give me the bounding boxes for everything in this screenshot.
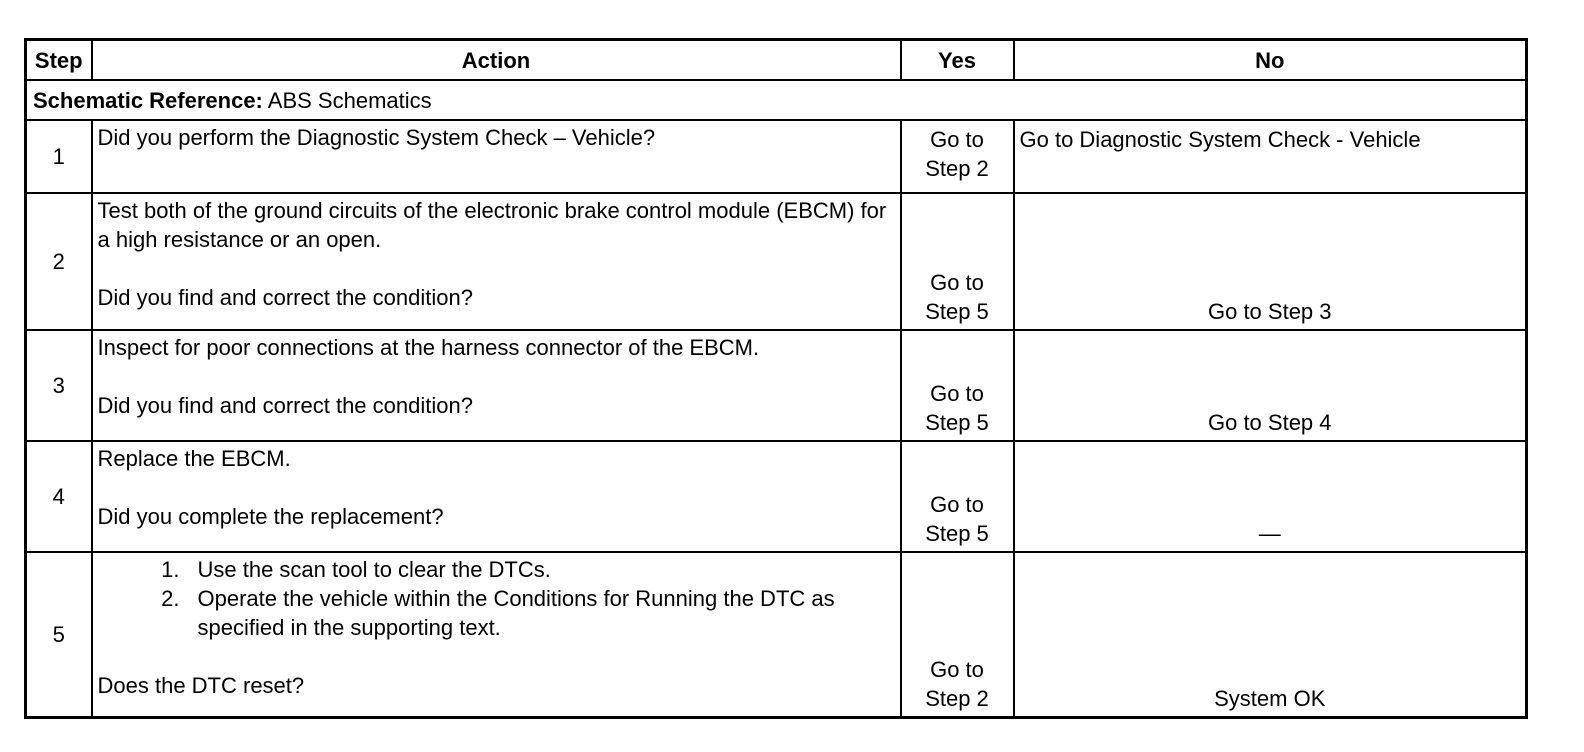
substep-number: 1. [161,557,180,582]
action-question: Did you perform the Diagnostic System Check – Vehicle? [97,125,656,150]
substep-number: 2. [161,586,180,611]
no-cell[interactable] [1014,330,1527,441]
no-goto-link[interactable]: Go to Diagnostic System Check - Vehicle [1019,127,1421,152]
yes-cell[interactable] [901,193,1014,330]
diagnostic-table [24,38,1528,719]
table-row-step-1 [26,120,1527,193]
yes-goto-label: Go to [930,127,984,152]
action-cell [92,552,901,718]
step-number: 3 [26,330,92,441]
table-row-step-2 [26,193,1527,330]
table-row-step-4 [26,441,1527,552]
substep-item [161,555,895,584]
action-instruction: Inspect for poor connections at the harness connector of the EBCM. [97,335,760,360]
no-cell [1014,441,1527,552]
yes-goto-step[interactable]: Step 2 [925,156,989,181]
header-no: No [1014,40,1527,81]
yes-goto-label: Go to [930,270,984,295]
no-goto-link[interactable]: Go to Step 4 [1207,410,1332,435]
spacer [98,362,895,391]
spacer [98,642,895,671]
step-number: 2 [26,193,92,330]
yes-cell[interactable] [901,552,1014,718]
header-action: Action [92,40,901,81]
yes-goto-label: Go to [930,492,984,517]
no-dash: — [1258,521,1281,546]
substep-text: Operate the vehicle within the Conditions for Running the DTC as specified in the supporting text. [197,586,835,640]
action-question: Did you find and correct the condition? [97,285,473,310]
header-yes: Yes [901,40,1014,81]
yes-goto-step[interactable]: Step 5 [925,299,989,324]
yes-goto-step[interactable]: Step 5 [925,410,989,435]
action-cell [92,330,901,441]
yes-goto-label: Go to [930,657,984,682]
table-row-step-3 [26,330,1527,441]
step-number: 5 [26,552,92,718]
action-cell [92,441,901,552]
action-question: Does the DTC reset? [97,673,305,698]
yes-cell[interactable] [901,120,1014,193]
no-cell[interactable] [1014,120,1527,193]
no-cell [1014,552,1527,718]
action-question: Did you find and correct the condition? [97,393,473,418]
substep-list [98,555,895,642]
step-number: 4 [26,441,92,552]
yes-goto-step[interactable]: Step 2 [925,686,989,711]
action-cell [92,120,901,193]
no-cell[interactable] [1014,193,1527,330]
spacer [98,473,895,502]
header-row [26,40,1527,81]
action-question: Did you complete the replacement? [97,504,444,529]
schematic-reference-cell [26,80,1527,120]
schematic-reference-link[interactable]: ABS Schematics [267,87,432,113]
schematic-reference-row [26,80,1527,120]
yes-goto-label: Go to [930,381,984,406]
action-cell [92,193,901,330]
no-goto-link[interactable]: Go to Step 3 [1207,299,1332,324]
yes-cell[interactable] [901,330,1014,441]
yes-cell[interactable] [901,441,1014,552]
action-instruction: Test both of the ground circuits of the electronic brake control module (EBCM) for a high resistance or an open. [97,198,887,252]
substep-item [161,584,895,642]
spacer [98,254,895,283]
header-step: Step [26,40,92,81]
action-instruction: Replace the EBCM. [97,446,291,471]
substep-text: Use the scan tool to clear the DTCs. [197,557,551,582]
yes-goto-step[interactable]: Step 5 [925,521,989,546]
schematic-reference-label: Schematic Reference: [33,87,263,113]
no-result: System OK [1214,686,1326,711]
step-number: 1 [26,120,92,193]
table-row-step-5 [26,552,1527,718]
